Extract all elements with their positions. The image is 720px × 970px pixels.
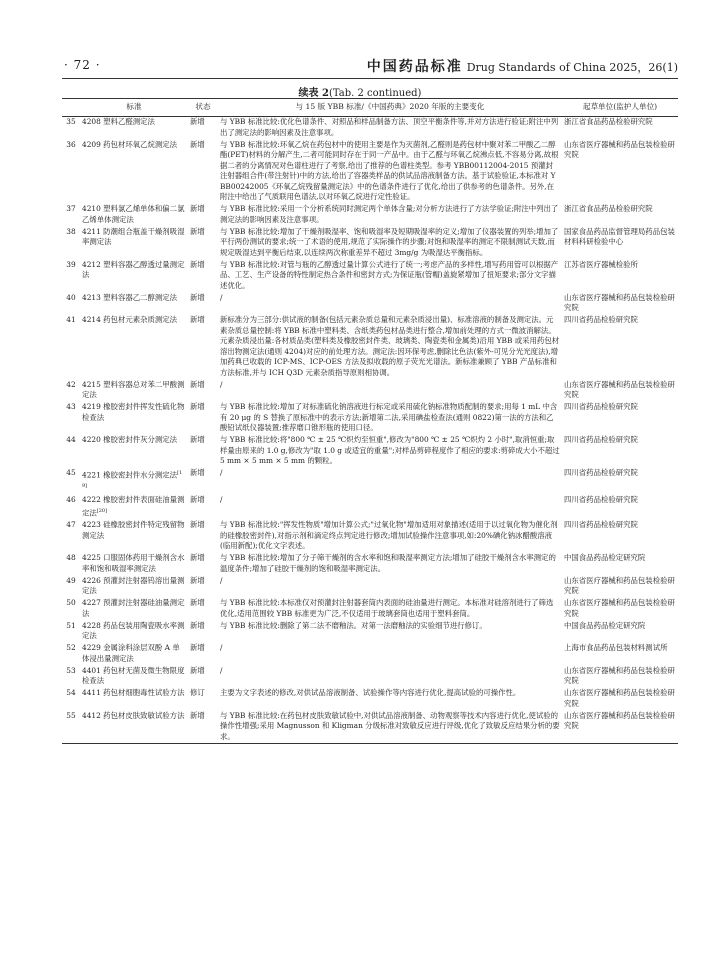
row-standard (80, 435, 188, 468)
row-number (62, 435, 80, 468)
row-change (218, 620, 562, 643)
row-number (62, 495, 80, 520)
row-unit (562, 292, 678, 315)
table-row (62, 402, 678, 435)
row-number-text: 50 (66, 598, 76, 608)
row-status (188, 259, 218, 292)
row-number-text: 46 (66, 495, 76, 505)
row-number (62, 575, 80, 598)
row-unit-text: 山东省医疗器械和药品包装检验研究院 (564, 575, 675, 596)
row-unit (562, 575, 678, 598)
row-standard-text: 4213 塑料容器乙二醇测定法 (82, 292, 178, 302)
row-standard-text: 4401 药包材无菌及微生物限度检查法 (82, 665, 185, 686)
reference-marker: [19] (82, 470, 183, 489)
table-row (62, 520, 678, 553)
table-row (62, 553, 678, 576)
row-change (218, 204, 562, 227)
journal-title (367, 56, 678, 76)
row-status (188, 665, 218, 688)
row-standard-text: 4226 预灌封注射器钨溶出量测定法 (82, 575, 185, 596)
row-number-text: 38 (66, 226, 76, 236)
row-standard-text: 4229 金属涂料涂层双酚 A 单体浸出量测定法 (82, 643, 180, 663)
row-status-text: 新增 (190, 495, 205, 505)
row-change-text: 与 YBB 标准比较:将"800 ℃ ± 25 ℃炽灼至恒重",修改为"800 ℃ ± 25 ℃炽灼 2 小时",取消恒重;取样量由原来的 1.0 g,修改为"取 1.0 g 或适宜的重量";对样品剪碎程度作了相应的要求:剪碎成大小不超过 5 mm × 5 mm × 5 mm 的颗粒。 (220, 435, 560, 465)
row-number-text: 51 (66, 620, 76, 630)
row-number-text: 49 (66, 575, 76, 585)
row-standard (80, 315, 188, 380)
row-change (218, 468, 562, 495)
row-unit (562, 688, 678, 711)
row-change (218, 116, 562, 139)
row-standard (80, 259, 188, 292)
table-row (62, 598, 678, 621)
row-number-text: 36 (66, 139, 76, 149)
table-row (62, 204, 678, 227)
row-standard (80, 688, 188, 711)
table-row (62, 139, 678, 204)
row-standard (80, 379, 188, 402)
row-status (188, 688, 218, 711)
row-change (218, 643, 562, 666)
row-unit-text: 山东省医疗器械和药品包装检验研究院 (564, 665, 675, 686)
row-unit-text: 上海市食品药品包装材料测试所 (564, 643, 668, 653)
row-change-text: 与 YBB 标准比较:本标准仅对预灌封注射器套筒内表面的硅油量进行测定。本标准对硅溶剂进行了筛选优化,适用范围较 YBB 标准更为广泛,不仅适用于玻璃套筒也适用于塑料套筒。 (220, 598, 554, 618)
table-row (62, 620, 678, 643)
row-standard-text: 4215 塑料容器总对苯二甲酸测定法 (82, 379, 185, 399)
table-row (62, 259, 678, 292)
table-row (62, 116, 678, 139)
row-standard (80, 139, 188, 204)
row-status (188, 468, 218, 495)
row-unit-text: 四川省药品检验研究院 (564, 315, 638, 324)
row-change-text: 与 YBB 标准比较:采用一个分析系统同时测定两个单体含量;对分析方法进行了方法学验证;附注中列出了测定法的影响因素及注意事项。 (220, 204, 559, 224)
row-unit-text: 山东省医疗器械和药品包装检验研究院 (564, 688, 675, 708)
row-change (218, 379, 562, 402)
row-change (218, 292, 562, 315)
row-number (62, 468, 80, 495)
row-status-text: 修订 (190, 688, 205, 698)
row-status (188, 116, 218, 139)
row-status (188, 204, 218, 227)
row-unit (562, 402, 678, 435)
row-standard (80, 292, 188, 315)
row-number-text: 53 (66, 665, 76, 675)
row-unit-text: 浙江省食品药品检验研究院 (564, 204, 653, 213)
row-number-text: 45 (66, 468, 76, 477)
table-row (62, 435, 678, 468)
row-number (62, 598, 80, 621)
row-unit-text: 中国食品药品检定研究院 (564, 620, 646, 630)
reference-marker: [20] (96, 507, 108, 514)
row-number-text: 42 (66, 379, 76, 389)
row-standard-text: 4212 塑料容器乙醇透过量测定法 (82, 259, 185, 279)
row-status-text: 新增 (190, 665, 205, 675)
row-change-text: 与 YBB 标准比较:对管与瓶的乙醇透过量计算公式进行了统一;考虑产品的多样性,增写药用管可以根据产品、工艺、生产设备的特性制定热合条件和密封方式;为保证瓶(管帽)盖旋紧增加了扭矩要求;部分文字描述优化。 (220, 259, 559, 290)
row-standard-text: 4211 防潮组合瓶盖干燥剂吸湿率测定法 (82, 226, 185, 246)
column-header-status: 状态 (188, 99, 218, 117)
row-change-text: 新标准分为三部分:供试液的制备(包括元素杂质总量和元素杂质浸出量)、标准溶液的制备及测定法。元素杂质总量控制:将 YBB 标准中塑料类、含纸类药包材品类进行整合,增加前处理的方式一微波消解法。元素杂质浸出量:各材质品类(塑料类及橡胶密封件类、玻璃类、陶瓷类和金属类)沿用 YBB 或采用药包材溶出物测定法(通则 4204)对应的前处理方法。测定法:因环保考虑,删除比色法(紫外-可见分光光度法),增加药典已收载的 ICP-MS、ICP-OES 方法及拟收载的原子荧光光谱法。新标准兼顾了 YBB 产品标准和方法标准,并与 ICH Q3D 元素杂质指导原则相协调。 (220, 315, 560, 377)
row-status-text: 新增 (190, 379, 205, 389)
row-number-text: 47 (66, 520, 76, 530)
row-standard (80, 116, 188, 139)
row-unit (562, 259, 678, 292)
row-unit-text: 江苏省医疗器械检验所 (564, 259, 638, 269)
row-change-text: 与 YBB 标准比较:删除了第二法不磨釉法。对第一法磨釉法的实验细节进行修订。 (220, 620, 487, 630)
row-number-text: 55 (66, 710, 76, 720)
journal-title-cn: 中国药品标准 (366, 59, 463, 75)
row-change (218, 553, 562, 576)
row-number-text: 44 (66, 435, 76, 444)
row-change-text: 与 YBB 标准比较:增加了对标准硫化钠溶液进行标定或采用硫化钠标准物质配制的要求;用每 1 mL 中含有 20 μg 的 S 替换了原标准中的表示方法;新增第二法,采用碘盐检查法(通则 0822)第一法的方法和乙酸铅试纸仪器装置;推荐磨口锥形瓶的使用口径。 (220, 402, 558, 432)
row-number-text: 43 (66, 402, 76, 411)
row-standard-text: 4208 塑料乙醛测定法 (82, 117, 155, 126)
row-standard (80, 598, 188, 621)
row-standard (80, 495, 188, 520)
row-status (188, 435, 218, 468)
row-unit-text: 山东省医疗器械和药品包装检验研究院 (564, 598, 675, 618)
table-caption (0, 84, 720, 99)
row-standard-text: 4209 药包材环氧乙烷测定法 (82, 139, 178, 149)
table-row (62, 468, 678, 495)
standards-table (62, 98, 678, 744)
row-number-text: 48 (66, 553, 76, 563)
row-standard-text: 4222 橡胶密封件表面硅油量测定法 (82, 495, 185, 518)
row-status (188, 553, 218, 576)
row-status-text: 新增 (190, 598, 205, 608)
row-change-text: / (220, 575, 223, 585)
row-status-text: 新增 (190, 204, 205, 213)
row-number (62, 710, 80, 744)
row-change-text: 与 YBB 标准比较:环氧乙烷在药包材中的使用主要是作为灭菌剂,乙醛则是药包材中聚对苯二甲酸乙二醇酯(PET)材料的分解产生,二者可能同时存在于同一产品中。由于乙醛与环氧乙烷沸点低,不容易分离,故根据二者的分离情况对色谱柱进行了考察,给出了推荐的色谱柱类型。参考 YBB00112004-2015 预灌封注射器组合件(带注射针)中的方法,给出了容器类样品的供试品溶液制备方法。基于试验验证,本标准对 YBB00242005《环氧乙烷残留量测定法》中的色谱条件进行了优化,给出了供参考的色谱条件。另外,在附注中给出了气质联用色谱法,以对环氧乙烷进行定性验证。 (220, 139, 559, 201)
table-row (62, 226, 678, 259)
journal-title-en: Drug Standards of China 2025，26(1) (466, 61, 678, 74)
row-change (218, 259, 562, 292)
row-change (218, 575, 562, 598)
row-standard (80, 468, 188, 495)
table-row (62, 643, 678, 666)
row-status-text: 新增 (190, 520, 205, 530)
row-status-text: 新增 (190, 315, 205, 324)
row-change-text: / (220, 495, 223, 505)
row-change-text: / (220, 292, 223, 302)
row-number-text: 39 (66, 259, 76, 269)
row-number (62, 620, 80, 643)
row-unit-text: 四川省药品检验研究院 (564, 468, 638, 477)
table-caption-label: 续表 2 (298, 88, 329, 99)
row-standard (80, 402, 188, 435)
row-change-text: 主要为文字表述的修改,对供试品溶液制备、试验操作等内容进行优化,提高试验的可操作性。 (220, 688, 521, 698)
row-standard-text: 4228 药品包装用陶瓷吸水率测定法 (82, 620, 185, 641)
row-change-text: / (220, 665, 223, 675)
column-header-standard: 标准 (80, 99, 188, 117)
row-status (188, 710, 218, 744)
row-unit (562, 495, 678, 520)
row-change (218, 226, 562, 259)
row-number (62, 665, 80, 688)
row-change (218, 598, 562, 621)
row-change (218, 139, 562, 204)
row-change (218, 435, 562, 468)
table-row (62, 688, 678, 711)
row-number (62, 643, 80, 666)
row-unit-text: 浙江省食品药品检验研究院 (564, 117, 653, 126)
row-change-text: 与 YBB 标准比较:增加了分子筛干燥剂的含水率和饱和吸湿率测定方法;增加了硅胶干燥剂含水率测定的温度条件;增加了硅胶干燥剂的饱和吸湿率测定法。 (220, 553, 556, 573)
row-unit-text: 山东省医疗器械和药品包装检验研究院 (564, 139, 675, 159)
row-standard (80, 226, 188, 259)
row-standard (80, 520, 188, 553)
row-unit (562, 204, 678, 227)
row-unit-text: 山东省医疗器械和药品包装检验研究院 (564, 292, 675, 312)
row-unit-text: 四川省药品检验研究院 (564, 495, 638, 505)
row-status (188, 575, 218, 598)
row-standard-text: 4214 药包材元素杂质测定法 (82, 315, 178, 324)
row-number (62, 226, 80, 259)
row-unit-text: 中国食品药品检定研究院 (564, 553, 646, 563)
row-number-text: 54 (66, 688, 76, 698)
column-header-change: 与 15 版 YBB 标准/《中国药典》2020 年版的主要变化 (218, 99, 562, 117)
row-unit-text: 四川省药品检验研究院 (564, 402, 638, 411)
table-row (62, 710, 678, 744)
row-change-text: / (220, 643, 223, 653)
row-number-text: 52 (66, 643, 76, 653)
row-number (62, 402, 80, 435)
row-change-text: 与 YBB 标准比较:"挥发性物质"增加计算公式;"过氧化物"增加适用对象描述(适用于以过氧化物为催化剂的硅橡胶密封件),对指示剂和滴定终点判定进行修改;增加试验操作注意事项,如:20%碘化钠冰醋酸溶液(临用新配);优化文字表述。 (220, 520, 558, 551)
row-status-text: 新增 (190, 435, 205, 444)
row-standard-text: 4220 橡胶密封件灰分测定法 (82, 435, 178, 444)
row-standard (80, 620, 188, 643)
row-status (188, 402, 218, 435)
row-standard (80, 575, 188, 598)
row-standard-text: 4411 药包材细胞毒性试验方法 (82, 688, 185, 698)
row-status (188, 315, 218, 380)
row-unit (562, 116, 678, 139)
row-change (218, 495, 562, 520)
row-change (218, 665, 562, 688)
row-standard (80, 204, 188, 227)
row-unit (562, 665, 678, 688)
row-status (188, 292, 218, 315)
row-status-text: 新增 (190, 575, 205, 585)
row-standard (80, 553, 188, 576)
row-unit (562, 379, 678, 402)
row-status-text: 新增 (190, 402, 205, 411)
row-change-text: 与 YBB 标准比较:优化色谱条件、对照品和样品制备方法、顶空平衡条件等,并对方法进行验证;附注中列出了测定法的影响因素及注意事项。 (220, 117, 559, 137)
row-status-text: 新增 (190, 292, 205, 302)
row-unit (562, 598, 678, 621)
row-status-text: 新增 (190, 620, 205, 630)
running-header (62, 56, 678, 78)
row-number-text: 35 (66, 117, 76, 126)
row-change-text: / (220, 379, 223, 389)
row-unit (562, 553, 678, 576)
row-unit-text: 四川省药品检验研究院 (564, 435, 638, 444)
row-status-text: 新增 (190, 259, 205, 269)
row-status-text: 新增 (190, 710, 205, 720)
row-number-text: 41 (66, 315, 76, 324)
row-status-text: 新增 (190, 468, 205, 477)
header-rule (62, 78, 678, 79)
row-status (188, 598, 218, 621)
row-change (218, 315, 562, 380)
row-change (218, 520, 562, 553)
row-standard-text: 4219 橡胶密封件挥发性硫化物检查法 (82, 402, 185, 422)
row-number (62, 116, 80, 139)
table-row (62, 495, 678, 520)
row-number (62, 379, 80, 402)
row-change (218, 710, 562, 744)
row-status-text: 新增 (190, 643, 205, 653)
row-number (62, 292, 80, 315)
row-standard-text: 4210 塑料氯乙烯单体和偏二氯乙烯单体测定法 (82, 204, 185, 224)
row-unit (562, 435, 678, 468)
row-unit-text: 山东省医疗器械和药品包装检验研究院 (564, 710, 675, 731)
table-header-row (62, 99, 678, 117)
row-number (62, 139, 80, 204)
row-unit-text: 四川省药品检验研究院 (564, 520, 638, 530)
row-status (188, 495, 218, 520)
row-unit (562, 226, 678, 259)
row-unit-text: 国家食品药品监督管理局药品包装材料科研检验中心 (564, 226, 675, 246)
row-status (188, 379, 218, 402)
row-standard-text: 4227 预灌封注射器硅油量测定法 (82, 598, 185, 618)
row-number (62, 553, 80, 576)
row-unit (562, 520, 678, 553)
row-change-text: 与 YBB 标准比较:在药包材皮肤致敏试验中,对供试品溶液制备、动物观察等技术内容进行优化,使试验的操作性增强;采用 Magnusson 和 Kligman 分级标准对致敏反应进行评级,优化了致敏反应结果分析的要求。 (220, 710, 560, 741)
row-unit (562, 315, 678, 380)
row-change (218, 688, 562, 711)
table-row (62, 292, 678, 315)
row-change-text: 与 YBB 标准比较:增加了干燥剂吸湿率、饱和吸湿率及短期吸湿率的定义;增加了仪器装置的列举;增加了平行两份测试的要求;统一了术语的使用,规范了实际操作的步骤;对饱和吸湿率的测定不限制测试天数,而规定吸湿达到平衡后结束,以连续两次称重差异不超过 3mg/g 为吸湿达平衡指标。 (220, 226, 559, 257)
table-row (62, 315, 678, 380)
row-number-text: 37 (66, 204, 76, 213)
page-number: · 72 · (64, 58, 101, 72)
row-standard-text: 4225 口服固体药用干燥剂含水率和饱和吸湿率测定法 (82, 553, 185, 573)
row-number (62, 520, 80, 553)
row-status (188, 643, 218, 666)
row-standard (80, 665, 188, 688)
row-status (188, 620, 218, 643)
row-status-text: 新增 (190, 553, 205, 563)
row-unit (562, 643, 678, 666)
row-number (62, 204, 80, 227)
row-standard-text: 4221 橡胶密封件水分测定法 (82, 470, 178, 480)
row-change-text: / (220, 468, 223, 477)
row-number (62, 259, 80, 292)
row-change (218, 402, 562, 435)
column-header-no (62, 99, 80, 117)
column-header-unit: 起草单位(监护人单位) (562, 99, 678, 117)
row-unit (562, 710, 678, 744)
row-unit (562, 620, 678, 643)
row-standard (80, 710, 188, 744)
table-row (62, 665, 678, 688)
row-status-text: 新增 (190, 226, 205, 236)
row-unit (562, 139, 678, 204)
row-unit-text: 山东省医疗器械和药品包装检验研究院 (564, 379, 675, 399)
row-number (62, 315, 80, 380)
row-status-text: 新增 (190, 117, 205, 126)
row-standard-text: 4223 硅橡胶密封件特定残留物测定法 (82, 520, 185, 540)
table-caption-en: (Tab. 2 continued) (329, 88, 422, 99)
row-unit (562, 468, 678, 495)
row-status-text: 新增 (190, 139, 205, 149)
row-number-text: 40 (66, 292, 76, 302)
row-number (62, 688, 80, 711)
row-standard-text: 4412 药包材皮肤致敏试验方法 (82, 710, 185, 720)
table-row (62, 379, 678, 402)
row-status (188, 226, 218, 259)
table-row (62, 575, 678, 598)
row-standard (80, 643, 188, 666)
row-status (188, 520, 218, 553)
row-status (188, 139, 218, 204)
